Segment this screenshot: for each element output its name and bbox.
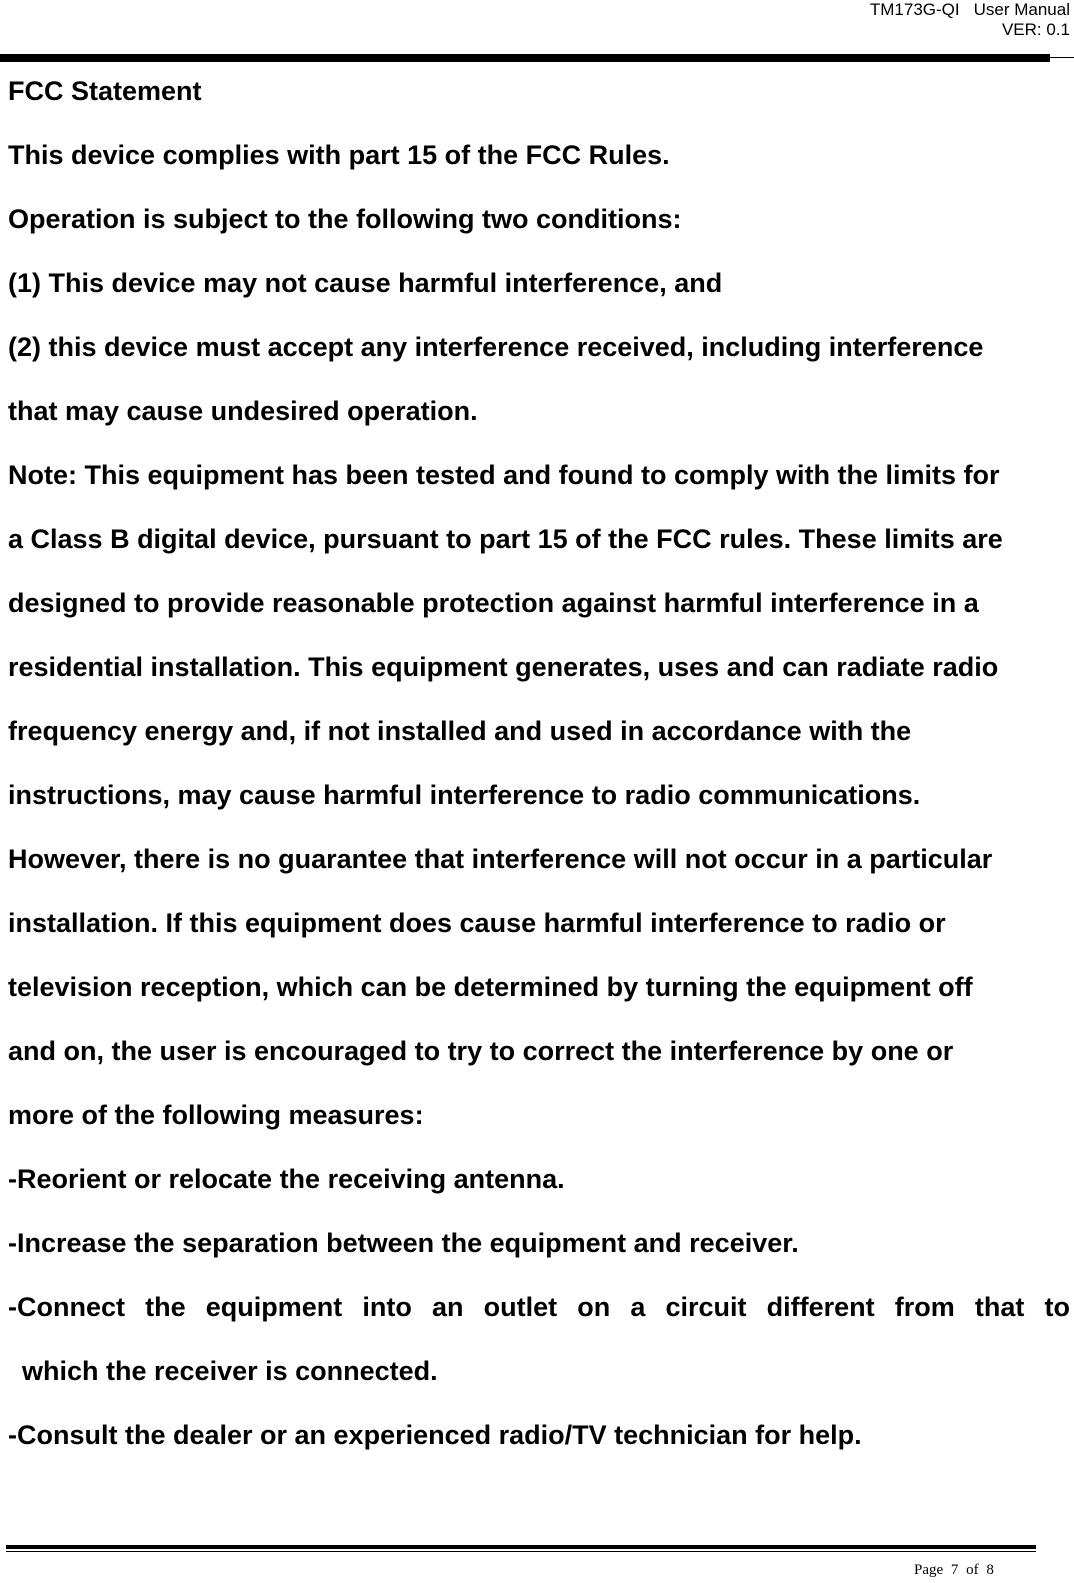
header-title-line (870, 0, 1070, 20)
note-line: However, there is no guarantee that interference will not occur in a particular (8, 844, 993, 874)
measure-item: -Increase the separation between the equipment and receiver. (8, 1228, 799, 1258)
note-line: and on, the user is encouraged to try to correct the interference by one or (8, 1036, 954, 1066)
page-total: 8 (986, 1562, 994, 1578)
fcc-statement-body (8, 70, 1070, 1478)
paragraph-line: This device complies with part 15 of the FCC Rules. (8, 140, 670, 170)
note-line: a Class B digital device, pursuant to part 15 of the FCC rules. These limits are (8, 524, 1003, 554)
measure-item: -Consult the dealer or an experienced radio/TV technician for help. (8, 1420, 862, 1450)
page-number (914, 1562, 994, 1579)
measure-item: -Reorient or relocate the receiving antenna. (8, 1164, 565, 1194)
page-current: 7 (950, 1562, 959, 1578)
note-line: Note: This equipment has been tested and found to comply with the limits for (8, 460, 1000, 490)
header-rule-extension (1050, 57, 1074, 58)
condition-line: (2) this device must accept any interference received, including interference (8, 332, 984, 362)
note-line: designed to provide reasonable protection against harmful interference in a (8, 588, 979, 618)
footer-rule-thin (6, 1551, 1036, 1552)
header-doc-type: User Manual (973, 0, 1070, 19)
header-version: VER: 0.1 (1001, 20, 1070, 39)
note-line: television reception, which can be determined by turning the equipment off (8, 972, 973, 1002)
note-line: residential installation. This equipment generates, uses and can radiate radio (8, 652, 999, 682)
note-line: installation. If this equipment does cause harmful interference to radio or (8, 908, 946, 938)
measure-item-continuation: which the receiver is connected. (22, 1356, 438, 1386)
page-of-label: of (966, 1562, 979, 1578)
condition-line: that may cause undesired operation. (8, 396, 478, 426)
page-header (870, 0, 1070, 40)
note-line: frequency energy and, if not installed and used in accordance with the (8, 716, 912, 746)
section-title: FCC Statement (8, 76, 202, 106)
note-line: instructions, may cause harmful interference to radio communications. (8, 780, 921, 810)
header-model: TM173G-QI (869, 0, 960, 19)
footer-rule (6, 1545, 1036, 1549)
measure-item: -Connect the equipment into an outlet on a circuit different from that to (8, 1292, 1070, 1322)
page-label: Page (914, 1562, 944, 1578)
note-line: more of the following measures: (8, 1100, 424, 1130)
condition-line: (1) This device may not cause harmful interference, and (8, 268, 723, 298)
header-rule (0, 54, 1050, 62)
paragraph-line: Operation is subject to the following two conditions: (8, 204, 682, 234)
